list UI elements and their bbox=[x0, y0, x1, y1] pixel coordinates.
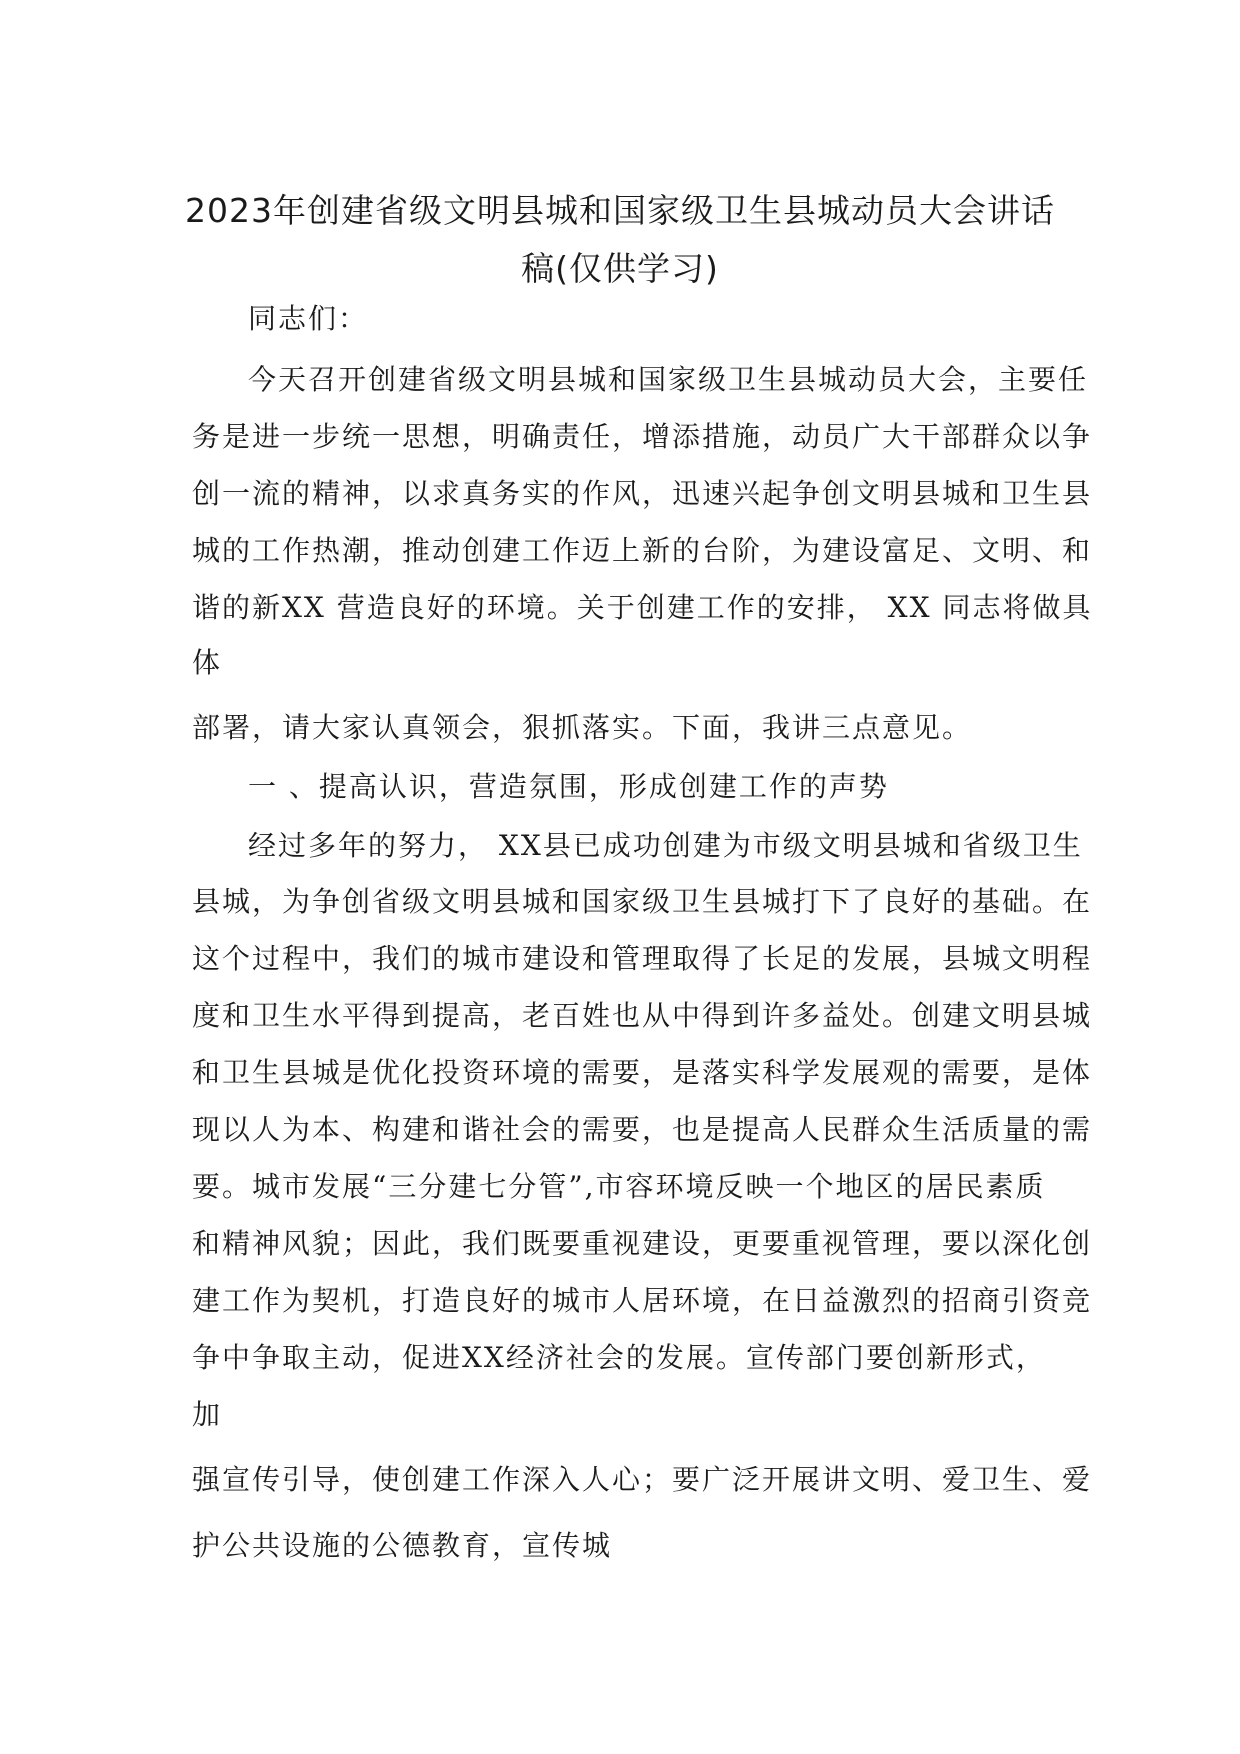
paragraph-line: 创一流的精神，以求真务实的作风，迅速兴起争创文明县城和卫生县 bbox=[192, 477, 1093, 510]
paragraph-line: 护公共设施的公德教育，宣传城 bbox=[192, 1529, 613, 1562]
paragraph-line: 部署，请大家认真领会，狠抓落实。下面，我讲三点意见。 bbox=[192, 711, 973, 744]
paragraph-line: 和精神风貌；因此，我们既要重视建设，更要重视管理，要以深化创 bbox=[192, 1227, 1093, 1260]
paragraph-line: 谐的新XX 营造良好的环境。关于创建工作的安排， XX 同志将做具 bbox=[192, 591, 1093, 624]
paragraph-line: 务是进一步统一思想，明确责任，增添措施，动员广大干部群众以争 bbox=[192, 420, 1093, 453]
paragraph-line: 争中争取主动，促进XX经济社会的发展。宣传部门要创新形式， bbox=[192, 1341, 1046, 1374]
section-heading: 一 、提高认识，营造氛围，形成创建工作的声势 bbox=[248, 770, 889, 803]
paragraph-line: 今天召开创建省级文明县城和国家级卫生县城动员大会，主要任 bbox=[248, 363, 1089, 396]
paragraph-line: 县城，为争创省级文明县城和国家级卫生县城打下了良好的基础。在 bbox=[192, 885, 1093, 918]
document-title-line-1: 2023年创建省级文明县城和国家级卫生县城动员大会讲话 bbox=[185, 191, 1055, 230]
paragraph-line: 强宣传引导，使创建工作深入人心；要广泛开展讲文明、爱卫生、爱 bbox=[192, 1463, 1093, 1496]
paragraph-line: 要。城市发展“三分建七分管”,市容环境反映一个地区的居民素质 bbox=[192, 1170, 1046, 1203]
paragraph-line: 度和卫生水平得到提高，老百姓也从中得到许多益处。创建文明县城 bbox=[192, 999, 1093, 1032]
salutation: 同志们： bbox=[248, 302, 369, 335]
paragraph-line: 这个过程中，我们的城市建设和管理取得了长足的发展，县城文明程 bbox=[192, 942, 1093, 975]
document-title-line-2: 稿(仅供学习) bbox=[521, 249, 719, 288]
paragraph-line: 加 bbox=[192, 1398, 223, 1431]
paragraph-line: 和卫生县城是优化投资环境的需要，是落实科学发展观的需要，是体 bbox=[192, 1056, 1093, 1089]
paragraph-line: 现以人为本、构建和谐社会的需要，也是提高人民群众生活质量的需 bbox=[192, 1113, 1093, 1146]
paragraph-line: 经过多年的努力， XX县已成功创建为市级文明县城和省级卫生 bbox=[248, 829, 1083, 862]
paragraph-line: 体 bbox=[192, 646, 223, 679]
paragraph-line: 建工作为契机，打造良好的城市人居环境，在日益激烈的招商引资竞 bbox=[192, 1284, 1093, 1317]
paragraph-line: 城的工作热潮，推动创建工作迈上新的台阶，为建设富足、文明、和 bbox=[192, 534, 1093, 567]
